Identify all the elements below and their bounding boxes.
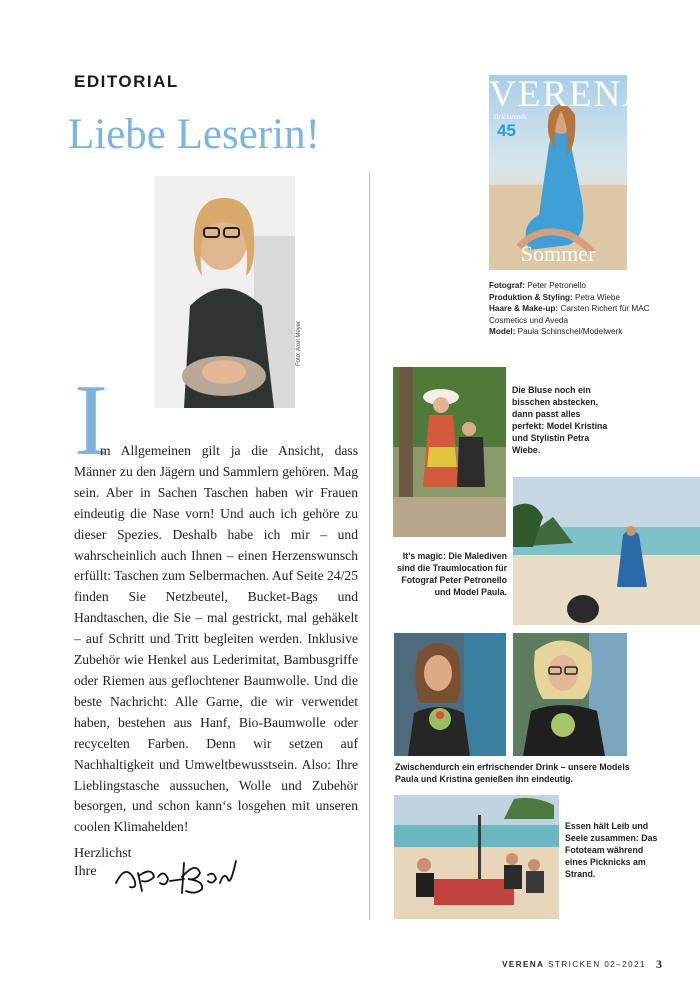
credit-line: Produktion & Styling: Petra Wiebe — [489, 292, 621, 302]
credit-line: Model: Paula Schinschel/Modelwerk — [489, 327, 623, 336]
cover-number: 45 — [497, 121, 516, 140]
page-number: 3 — [656, 957, 662, 971]
footer-brand: VERENA — [502, 960, 545, 969]
caption-maldives: It’s magic: Die Malediven sind die Traumlocation für Fotograf Peter Petronello und Model Paula. — [397, 551, 507, 597]
section-label: EDITORIAL — [74, 72, 179, 91]
greeting: Herzlichst — [74, 846, 132, 861]
caption-styling: Die Bluse noch ein bisschen abstecken, dann passt alles perfekt: Model Kristina und Stylistin Petra Wiebe. — [512, 385, 608, 455]
caption-picnic: Essen hält Leib und Seele zusammen: Das Fototeam während eines Picknicks am Strand. — [565, 821, 658, 879]
credit-line: Fotograf: Peter Petronello — [489, 281, 586, 290]
photo-picnic — [394, 795, 559, 919]
drop-cap: I — [74, 364, 108, 477]
magazine-cover-image — [489, 74, 652, 270]
photo-credit: Foto: Axel Meyer — [296, 320, 302, 366]
photo-styling-garden — [393, 367, 506, 537]
editorial-body-text: m Allgemeinen gilt ja die Ansicht, dass Männer zu den Jägern und Sammlern gehören. Mag sein. Aber in Sachen Taschen haben wir Frauen eindeutig die Nase vorn! Und auch ich gehöre zu dieser Spezies. Deshalb habe ich mir – und wahrscheinlich auch Ihnen – einen Herzenswunsch erfüllt: Taschen zum Selbermachen. Auf Seite 24/25 finden Sie Netzbeutel, Bucket-Bags und Handtaschen, die Sie – mal gestrickt, mal gehäkelt – auf Schritt und Tritt begleiten werden. Inklusive Zubehör wie Henkel aus Lederimitat, Bambusgriffe oder Riemen aus geflochtener Baumwolle. Und die beste Nachricht: Alle Garne, die wir verwendet haben, bestehen aus Hanf, Bio-Baumwolle oder recycelten Farben. Denn wir setzen auf Nachhaltigkeit und Umweltbewusstsein. Also: Ihre Lieblingstasche aussuchen, Wolle und Zubehör besorgen, und schon kann‘s losgehen mit unseren coolen Klimahelden! — [74, 443, 358, 835]
photo-drink-paula — [394, 633, 506, 756]
credit-line: Haare & Make-up: Carsten Richert für MAC Cosmetics und Aveda — [489, 304, 650, 325]
caption-drink: Zwischendurch ein erfrischender Drink – unsere Models Paula und Kristina genießen ihn eindeutig. — [395, 762, 630, 784]
cover-bottom-title: Sommer — [520, 241, 596, 266]
editor-portrait-photo — [154, 176, 295, 408]
cover-title: VERENA — [489, 74, 652, 115]
column-divider — [369, 172, 370, 920]
photo-maldives-beach — [513, 477, 700, 625]
page-headline: Liebe Leserin! — [68, 111, 320, 158]
cover-credits — [489, 280, 659, 338]
editor-signature — [112, 853, 242, 899]
closing: Ihre — [74, 864, 97, 879]
photo-drink-kristina — [513, 633, 627, 756]
editorial-body — [74, 441, 358, 838]
cover-subtitle: Stricktrends — [493, 113, 527, 121]
footer-issue: STRICKEN 02–2021 — [548, 960, 646, 969]
page-footer — [502, 960, 646, 969]
